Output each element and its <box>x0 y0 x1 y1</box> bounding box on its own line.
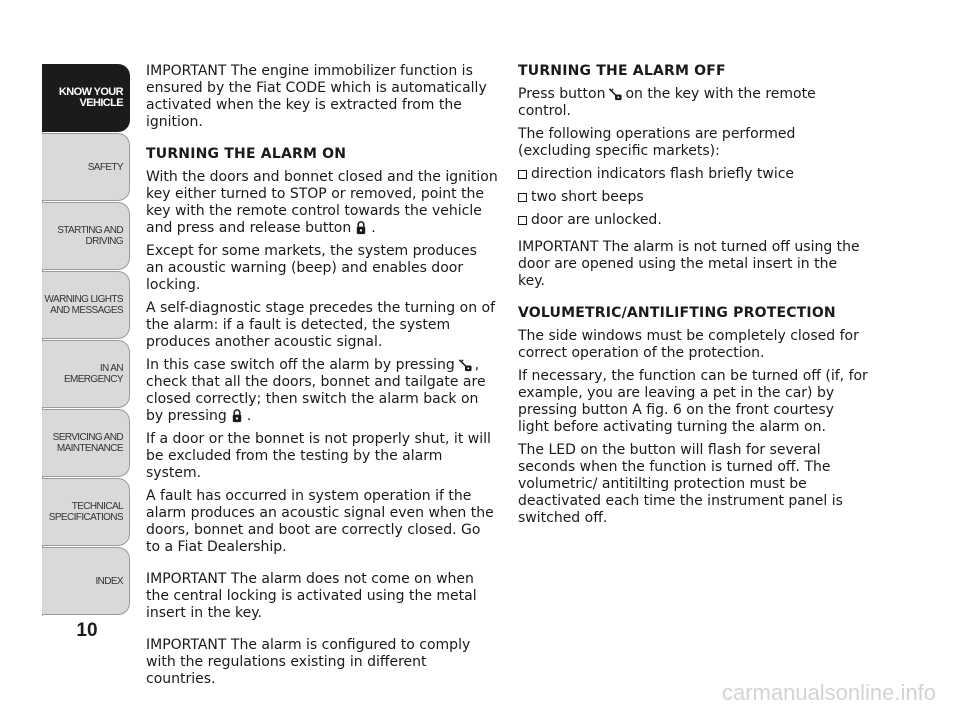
tab-in-an-emergency[interactable] <box>42 340 130 408</box>
paragraph: Except for some markets, the system produces an acoustic warning (beep) and enables door locking. <box>146 243 477 293</box>
paragraph <box>146 169 498 237</box>
tab-label: SAFETY <box>87 161 123 173</box>
paragraph: IMPORTANT The alarm does not come on when the central locking is activated using the metal insert in the key. <box>146 571 477 621</box>
paragraph: The following operations are performed (excluding specific markets): <box>518 126 796 159</box>
paragraph: A self-diagnostic stage precedes the turning on of the alarm: if a fault is detected, the system produces another acoustic signal. <box>146 300 496 350</box>
text: . <box>371 220 376 236</box>
tab-servicing[interactable] <box>42 409 130 477</box>
paragraph: A fault has occurred in system operation if the alarm produces an acoustic signal even when the doors, bonnet and boot are correctly closed. Go to a Fiat Dealership. <box>146 488 494 555</box>
tab-label: WARNING LIGHTS AND MESSAGES <box>44 294 123 316</box>
tab-label: STARTING AND DRIVING <box>57 225 123 247</box>
text: two short beeps <box>531 189 644 205</box>
unlock-key-icon <box>457 357 473 372</box>
tab-technical-specifications[interactable] <box>42 478 130 546</box>
tab-starting-and-driving[interactable] <box>42 202 130 270</box>
checkbox-bullet-icon <box>518 193 527 202</box>
lock-icon <box>229 408 245 423</box>
tab-index[interactable] <box>42 547 130 615</box>
text: In this case switch off the alarm by pressing <box>146 357 455 373</box>
tab-safety[interactable] <box>42 133 130 201</box>
heading-alarm-off: TURNING THE ALARM OFF <box>518 63 726 79</box>
tab-label: TECHNICAL SPECIFICATIONS <box>48 501 123 523</box>
left-column <box>146 63 498 694</box>
paragraph: The LED on the button will flash for several seconds when the function is turned off. The volumetric/ antitilting protection must be deactivated each time the instrument panel is switched off. <box>518 442 843 526</box>
text: direction indicators flash briefly twice <box>531 166 795 182</box>
unlock-key-icon <box>607 86 623 101</box>
tab-label: KNOW YOUR VEHICLE <box>58 86 123 109</box>
heading-volumetric: VOLUMETRIC/ANTILIFTING PROTECTION <box>518 305 836 321</box>
watermark: carmanualsonline.info <box>721 680 936 705</box>
paragraph: The side windows must be completely closed for correct operation of the protection. <box>518 328 859 361</box>
right-column <box>518 63 868 533</box>
tab-know-your-vehicle[interactable] <box>42 64 130 132</box>
tab-label: IN AN EMERGENCY <box>63 363 123 385</box>
list-item <box>518 212 868 229</box>
paragraph: IMPORTANT The alarm is not turned off using the door are opened using the metal insert in the key. <box>518 239 860 289</box>
text: Press button <box>518 86 606 102</box>
paragraph <box>146 357 498 425</box>
paragraph: IMPORTANT The alarm is configured to comply with the regulations existing in different countries. <box>146 637 471 687</box>
checkbox-bullet-icon <box>518 216 527 225</box>
lock-icon <box>353 220 369 235</box>
tab-label: INDEX <box>95 575 123 587</box>
page-number: 10 <box>76 620 98 641</box>
paragraph: IMPORTANT The engine immobilizer function is ensured by the Fiat CODE which is automatically activated when the key is extracted from the ignition. <box>146 63 487 130</box>
text: With the doors and bonnet closed and the ignition key either turned to STOP or removed, point the key with the remote control towards the vehicle and press and release button <box>146 169 498 236</box>
paragraph: If a door or the bonnet is not properly shut, it will be excluded from the testing by the alarm system. <box>146 431 491 481</box>
paragraph <box>518 86 868 120</box>
tab-label: SERVICING AND MAINTENANCE <box>52 432 123 454</box>
text: on the key with the remote control. <box>518 86 816 119</box>
checkbox-bullet-icon <box>518 170 527 179</box>
list-item <box>518 189 868 206</box>
tab-warning-lights[interactable] <box>42 271 130 339</box>
heading-alarm-on: TURNING THE ALARM ON <box>146 146 347 162</box>
paragraph: If necessary, the function can be turned off (if, for example, you are leaving a pet in the car) by pressing button A fig. 6 on the front courtesy light before activating turning the alarm on. <box>518 368 868 435</box>
text: . <box>246 408 252 424</box>
text: door are unlocked. <box>531 212 662 228</box>
text: , check that all the doors, bonnet and tailgate are closed correctly; then switch the alarm back on by pressing <box>146 357 486 424</box>
list-item <box>518 166 868 183</box>
